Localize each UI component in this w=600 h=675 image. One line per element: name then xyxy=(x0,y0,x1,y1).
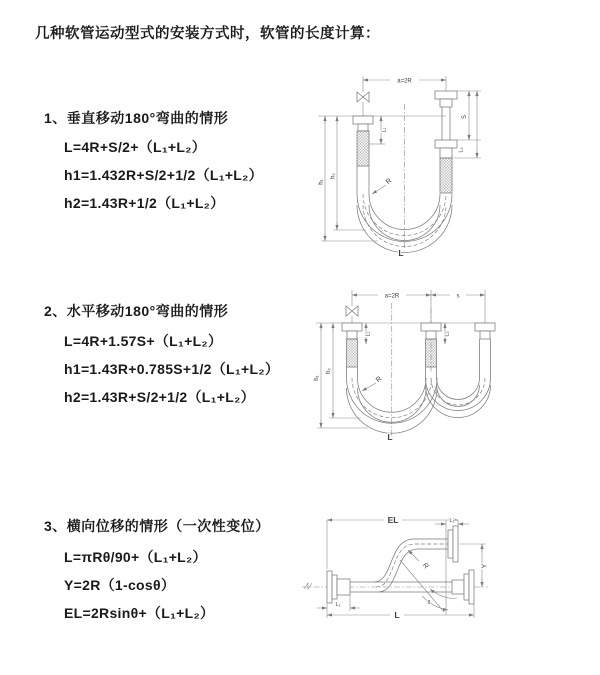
formula-line: h1=1.432R+S/2+1/2（L₁+L₂） xyxy=(64,167,263,183)
svg-text:s: s xyxy=(456,293,460,300)
radius-callout xyxy=(372,178,393,194)
vertical-movement-hose-diagram xyxy=(306,64,598,266)
section-2-formulas xyxy=(64,327,279,411)
svg-text:a=2R: a=2R xyxy=(397,78,412,85)
section-1-heading: 1、垂直移动180°弯曲的情形 xyxy=(44,110,229,126)
formula-line: h2=1.43R+1/2（L₁+L₂） xyxy=(64,195,225,211)
svg-text:L₂: L₂ xyxy=(458,147,465,153)
svg-text:L₂: L₂ xyxy=(444,331,451,337)
formula-line: L=4R+S/2+（L₁+L₂） xyxy=(64,139,207,155)
braided-hose-section xyxy=(347,339,358,367)
svg-text:L₂: L₂ xyxy=(449,518,455,524)
left-pipe-fitting xyxy=(353,116,373,194)
dimension-el xyxy=(327,515,458,569)
formula-line: L=4R+1.57S+（L₁+L₂） xyxy=(64,333,223,349)
angle-theta xyxy=(400,560,457,612)
dimension-l1 xyxy=(317,595,360,611)
svg-text:L₁: L₁ xyxy=(365,331,372,337)
svg-text:L₁: L₁ xyxy=(381,127,388,133)
svg-text:R: R xyxy=(374,375,384,385)
dimension-s xyxy=(457,91,481,140)
svg-text:L: L xyxy=(394,610,400,620)
left-flange xyxy=(327,571,350,603)
formula-line: L=πRθ/90+（L₁+L₂） xyxy=(64,549,207,565)
svg-text:L₁: L₁ xyxy=(335,602,341,608)
dimension-a2r xyxy=(352,290,485,323)
braided-hose-section xyxy=(440,158,452,193)
braided-hose-section xyxy=(357,131,369,166)
right-pipe-fitting xyxy=(475,323,495,378)
section-3-heading: 3、横向位移的情形（一次性变位） xyxy=(44,518,270,534)
section-2-heading: 2、水平移动180°弯曲的情形 xyxy=(44,303,229,319)
svg-text:S: S xyxy=(462,114,468,120)
svg-text:h₂: h₂ xyxy=(330,173,337,179)
radius-callout xyxy=(362,376,383,391)
lateral-displacement-hose-diagram xyxy=(296,498,598,652)
svg-text:θ: θ xyxy=(427,600,431,606)
svg-text:h₂: h₂ xyxy=(326,368,332,374)
svg-text:a=2R: a=2R xyxy=(384,293,400,300)
section-1-formulas xyxy=(64,133,263,217)
length-label: L xyxy=(398,248,404,258)
horizontal-movement-hose-diagram xyxy=(306,278,598,460)
pipe-break-symbol xyxy=(304,583,312,589)
svg-text:EL: EL xyxy=(387,515,399,525)
braided-hose-section xyxy=(426,339,437,367)
dimension-l1 xyxy=(366,323,372,344)
length-label: L xyxy=(387,432,393,442)
svg-text:h₁: h₁ xyxy=(318,179,325,185)
formula-line: Y=2R（1-cosθ） xyxy=(64,577,176,593)
dimension-h1 xyxy=(314,323,368,428)
hose-u-bend-position-2 xyxy=(426,378,491,418)
section-3-formulas xyxy=(64,543,214,627)
svg-text:Y: Y xyxy=(481,563,489,569)
radius-callout xyxy=(408,550,430,570)
right-pipe-fitting xyxy=(435,91,457,193)
valve-icon xyxy=(357,92,369,102)
page-title: 几种软管运动型式的安装方式时，软管的长度计算： xyxy=(35,26,380,42)
svg-text:h₁: h₁ xyxy=(314,375,320,381)
svg-text:R: R xyxy=(420,562,430,571)
bottom-right-flange xyxy=(452,570,474,604)
hose-displaced-position xyxy=(374,539,448,592)
left-pipe-fitting xyxy=(342,323,362,378)
formula-line: h2=1.43R+S/2+1/2（L₁+L₂） xyxy=(64,389,255,405)
top-right-flange xyxy=(448,526,458,562)
dimension-l2 xyxy=(445,323,451,344)
dimension-s xyxy=(431,294,485,300)
formula-line: h1=1.43R+0.785S+1/2（L₁+L₂） xyxy=(64,361,280,377)
formula-line: EL=2Rsinθ+（L₁+L₂） xyxy=(64,605,215,621)
valve-icon xyxy=(346,306,358,316)
svg-text:R: R xyxy=(384,177,394,187)
dimension-l2 xyxy=(435,518,469,528)
dimension-l xyxy=(327,603,474,620)
